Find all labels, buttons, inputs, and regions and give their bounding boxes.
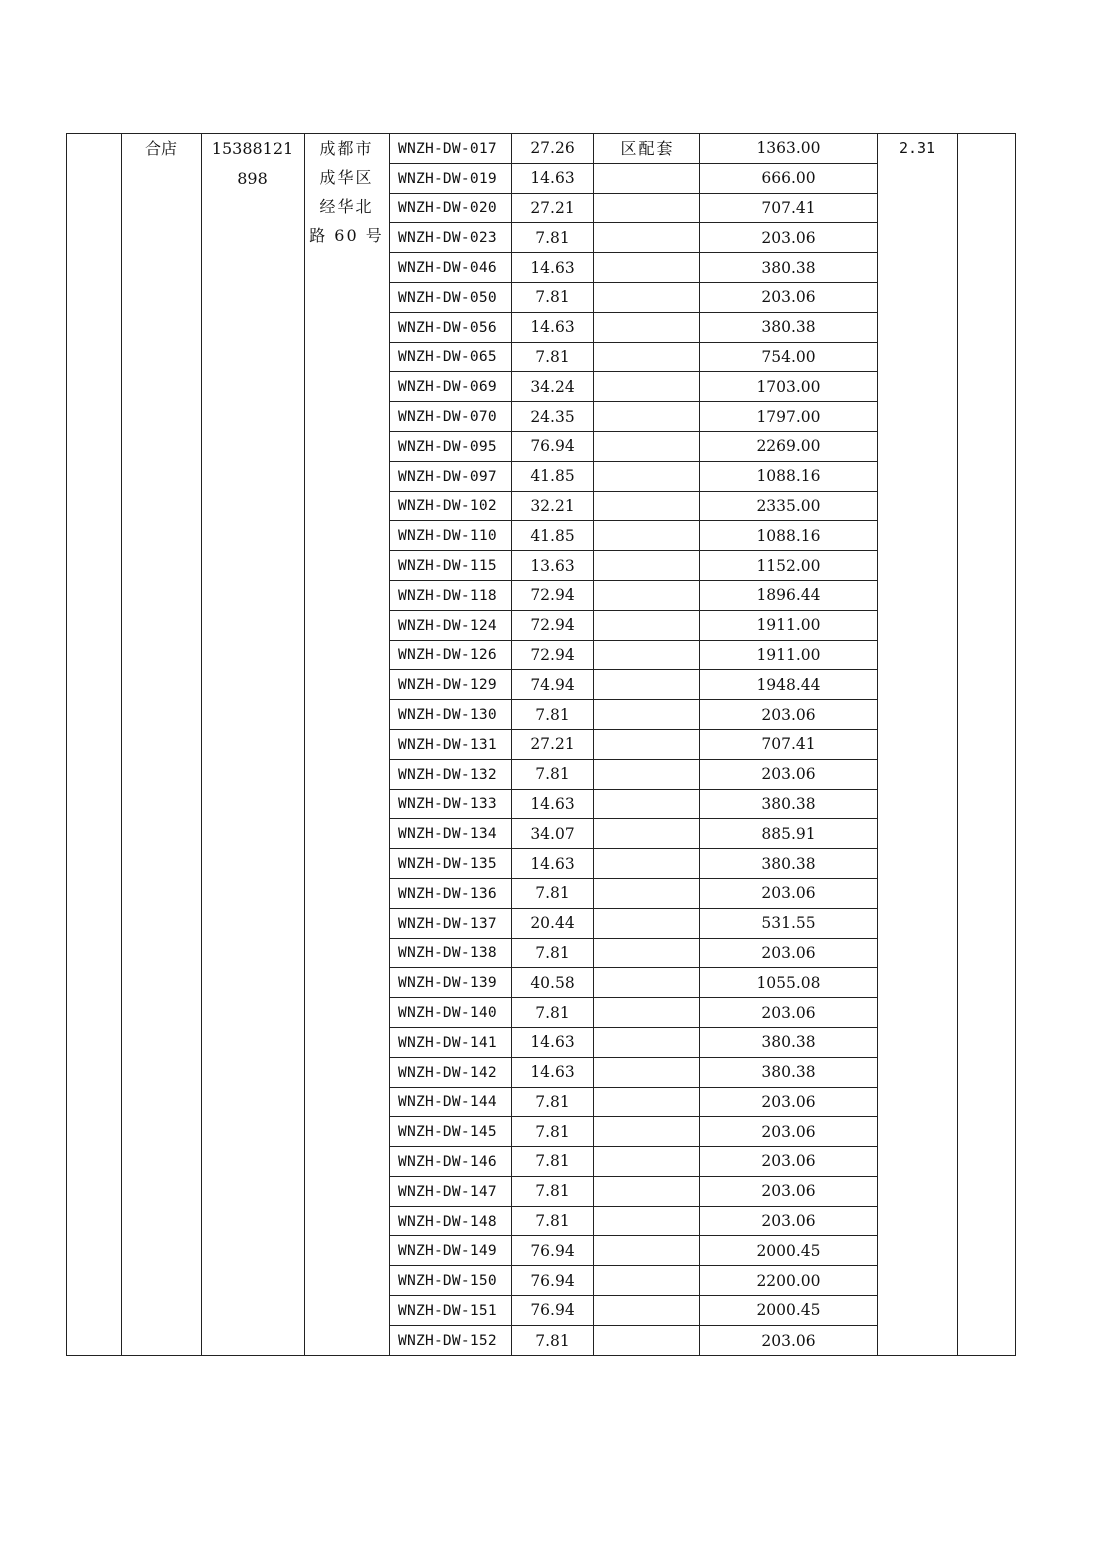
unit-code: WNZH-DW-134 (389, 819, 512, 848)
unit-amount: 2000.45 (699, 1236, 877, 1265)
unit-code: WNZH-DW-138 (389, 939, 512, 968)
unit-amount: 1948.44 (699, 670, 877, 699)
table-row (389, 462, 878, 492)
unit-amount: 1703.00 (699, 372, 877, 401)
unit-area: 27.21 (512, 730, 594, 759)
table-row (389, 1058, 878, 1088)
unit-area: 41.85 (512, 521, 594, 550)
unit-area: 14.63 (512, 253, 594, 282)
unit-area: 7.81 (512, 1326, 594, 1356)
table-row (389, 343, 878, 373)
unit-amount: 203.06 (699, 283, 877, 312)
unit-amount: 1152.00 (699, 551, 877, 580)
store-name-cell: 合店 (144, 139, 177, 158)
unit-area: 72.94 (512, 641, 594, 670)
table-row (389, 194, 878, 224)
unit-area: 14.63 (512, 1028, 594, 1057)
unit-area: 7.81 (512, 879, 594, 908)
unit-amount: 1088.16 (699, 521, 877, 550)
unit-area: 7.81 (512, 283, 594, 312)
unit-code: WNZH-DW-070 (389, 402, 512, 431)
unit-amount: 203.06 (699, 998, 877, 1027)
table-row (389, 760, 878, 790)
unit-amount: 203.06 (699, 1326, 877, 1356)
unit-code: WNZH-DW-056 (389, 313, 512, 342)
unit-amount: 2000.45 (699, 1296, 877, 1325)
unit-area: 32.21 (512, 492, 594, 521)
unit-code: WNZH-DW-046 (389, 253, 512, 282)
table-row (389, 521, 878, 551)
table-row (389, 968, 878, 998)
unit-amount: 380.38 (699, 790, 877, 819)
unit-area: 34.07 (512, 819, 594, 848)
table-row (389, 1296, 878, 1326)
category-cell: 区配套 (620, 139, 675, 158)
unit-amount: 1911.00 (699, 611, 877, 640)
unit-area: 72.94 (512, 581, 594, 610)
column-divider (957, 134, 958, 1355)
unit-code: WNZH-DW-130 (389, 700, 512, 729)
table-row (389, 223, 878, 253)
unit-code: WNZH-DW-126 (389, 641, 512, 670)
unit-code: WNZH-DW-118 (389, 581, 512, 610)
phone-cell: 15388121 898 (211, 139, 294, 188)
table-row (389, 432, 878, 462)
unit-area: 7.81 (512, 1117, 594, 1146)
column-divider (304, 134, 305, 1355)
unit-code: WNZH-DW-133 (389, 790, 512, 819)
address-cell: 成都市 成华区 经华北 路 60 号 (309, 139, 384, 245)
unit-code: WNZH-DW-115 (389, 551, 512, 580)
unit-area: 76.94 (512, 1296, 594, 1325)
unit-amount: 885.91 (699, 819, 877, 848)
unit-area: 7.81 (512, 700, 594, 729)
unit-code: WNZH-DW-097 (389, 462, 512, 491)
unit-amount: 380.38 (699, 313, 877, 342)
table-row (389, 164, 878, 194)
unit-code: WNZH-DW-019 (389, 164, 512, 193)
rate-cell: 2.31 (898, 139, 936, 157)
unit-amount: 203.06 (699, 1117, 877, 1146)
unit-area: 7.81 (512, 1207, 594, 1236)
unit-area: 74.94 (512, 670, 594, 699)
unit-amount: 203.06 (699, 760, 877, 789)
unit-area: 20.44 (512, 909, 594, 938)
unit-amount: 1055.08 (699, 968, 877, 997)
table-row (389, 581, 878, 611)
unit-area: 7.81 (512, 223, 594, 252)
unit-area: 34.24 (512, 372, 594, 401)
unit-code: WNZH-DW-150 (389, 1266, 512, 1295)
table-row (389, 1117, 878, 1147)
table-row (389, 730, 878, 760)
unit-code: WNZH-DW-102 (389, 492, 512, 521)
unit-area: 27.26 (512, 134, 594, 163)
table-row (389, 909, 878, 939)
unit-code: WNZH-DW-137 (389, 909, 512, 938)
table-row (389, 611, 878, 641)
unit-code: WNZH-DW-144 (389, 1088, 512, 1117)
table-row (389, 790, 878, 820)
unit-amount: 1911.00 (699, 641, 877, 670)
unit-amount: 707.41 (699, 194, 877, 223)
unit-amount: 2200.00 (699, 1266, 877, 1295)
unit-code: WNZH-DW-110 (389, 521, 512, 550)
unit-amount: 2269.00 (699, 432, 877, 461)
unit-area: 7.81 (512, 998, 594, 1027)
unit-code: WNZH-DW-149 (389, 1236, 512, 1265)
unit-amount: 2335.00 (699, 492, 877, 521)
unit-code: WNZH-DW-065 (389, 343, 512, 372)
unit-amount: 380.38 (699, 849, 877, 878)
unit-amount: 754.00 (699, 343, 877, 372)
table-row (389, 1147, 878, 1177)
unit-area: 14.63 (512, 164, 594, 193)
unit-area: 40.58 (512, 968, 594, 997)
unit-amount: 203.06 (699, 1147, 877, 1176)
table-row (389, 1028, 878, 1058)
unit-area: 7.81 (512, 343, 594, 372)
unit-amount: 203.06 (699, 1207, 877, 1236)
unit-code: WNZH-DW-142 (389, 1058, 512, 1087)
unit-amount: 203.06 (699, 939, 877, 968)
unit-code: WNZH-DW-141 (389, 1028, 512, 1057)
unit-code: WNZH-DW-020 (389, 194, 512, 223)
table-row (389, 819, 878, 849)
unit-amount: 380.38 (699, 253, 877, 282)
unit-code: WNZH-DW-135 (389, 849, 512, 878)
unit-area: 14.63 (512, 313, 594, 342)
table-row (389, 313, 878, 343)
unit-area: 76.94 (512, 432, 594, 461)
unit-code: WNZH-DW-146 (389, 1147, 512, 1176)
unit-code: WNZH-DW-148 (389, 1207, 512, 1236)
unit-code: WNZH-DW-145 (389, 1117, 512, 1146)
unit-amount: 707.41 (699, 730, 877, 759)
unit-area: 7.81 (512, 760, 594, 789)
table-row (389, 641, 878, 671)
unit-code: WNZH-DW-147 (389, 1177, 512, 1206)
table-row (389, 879, 878, 909)
table-row (389, 283, 878, 313)
unit-area: 76.94 (512, 1266, 594, 1295)
unit-area: 7.81 (512, 1088, 594, 1117)
table-row (389, 551, 878, 581)
table-row (389, 670, 878, 700)
unit-area: 24.35 (512, 402, 594, 431)
unit-area: 76.94 (512, 1236, 594, 1265)
table-row (389, 939, 878, 969)
unit-code: WNZH-DW-023 (389, 223, 512, 252)
unit-code: WNZH-DW-069 (389, 372, 512, 401)
unit-code: WNZH-DW-131 (389, 730, 512, 759)
table-row (389, 1236, 878, 1266)
unit-code: WNZH-DW-140 (389, 998, 512, 1027)
column-divider (201, 134, 202, 1355)
unit-area: 27.21 (512, 194, 594, 223)
unit-code: WNZH-DW-132 (389, 760, 512, 789)
unit-amount: 1088.16 (699, 462, 877, 491)
unit-code: WNZH-DW-151 (389, 1296, 512, 1325)
table-row (389, 1326, 878, 1356)
table-row (389, 372, 878, 402)
unit-amount: 203.06 (699, 1177, 877, 1206)
unit-code: WNZH-DW-139 (389, 968, 512, 997)
unit-area: 72.94 (512, 611, 594, 640)
unit-amount: 1363.00 (699, 134, 877, 163)
column-divider (121, 134, 122, 1355)
unit-amount: 380.38 (699, 1058, 877, 1087)
unit-amount: 531.55 (699, 909, 877, 938)
lease-table (66, 133, 1016, 1356)
unit-amount: 380.38 (699, 1028, 877, 1057)
table-row (389, 1266, 878, 1296)
unit-area: 13.63 (512, 551, 594, 580)
table-row (389, 402, 878, 432)
unit-area: 7.81 (512, 1147, 594, 1176)
unit-amount: 1896.44 (699, 581, 877, 610)
unit-area: 7.81 (512, 939, 594, 968)
unit-area: 14.63 (512, 790, 594, 819)
unit-code: WNZH-DW-129 (389, 670, 512, 699)
unit-amount: 1797.00 (699, 402, 877, 431)
unit-area: 14.63 (512, 1058, 594, 1087)
unit-area: 14.63 (512, 849, 594, 878)
unit-code: WNZH-DW-152 (389, 1326, 512, 1356)
table-row (389, 253, 878, 283)
unit-amount: 203.06 (699, 700, 877, 729)
unit-amount: 203.06 (699, 879, 877, 908)
table-row (389, 492, 878, 522)
table-row (389, 1177, 878, 1207)
unit-amount: 203.06 (699, 223, 877, 252)
unit-amount: 666.00 (699, 164, 877, 193)
table-row (389, 700, 878, 730)
unit-code: WNZH-DW-095 (389, 432, 512, 461)
table-row (389, 998, 878, 1028)
table-row (389, 1207, 878, 1237)
unit-code: WNZH-DW-136 (389, 879, 512, 908)
unit-rows (389, 134, 878, 1356)
unit-code: WNZH-DW-050 (389, 283, 512, 312)
table-row (389, 1088, 878, 1118)
unit-amount: 203.06 (699, 1088, 877, 1117)
table-row (389, 849, 878, 879)
unit-area: 7.81 (512, 1177, 594, 1206)
unit-area: 41.85 (512, 462, 594, 491)
unit-code: WNZH-DW-017 (389, 134, 512, 163)
unit-code: WNZH-DW-124 (389, 611, 512, 640)
